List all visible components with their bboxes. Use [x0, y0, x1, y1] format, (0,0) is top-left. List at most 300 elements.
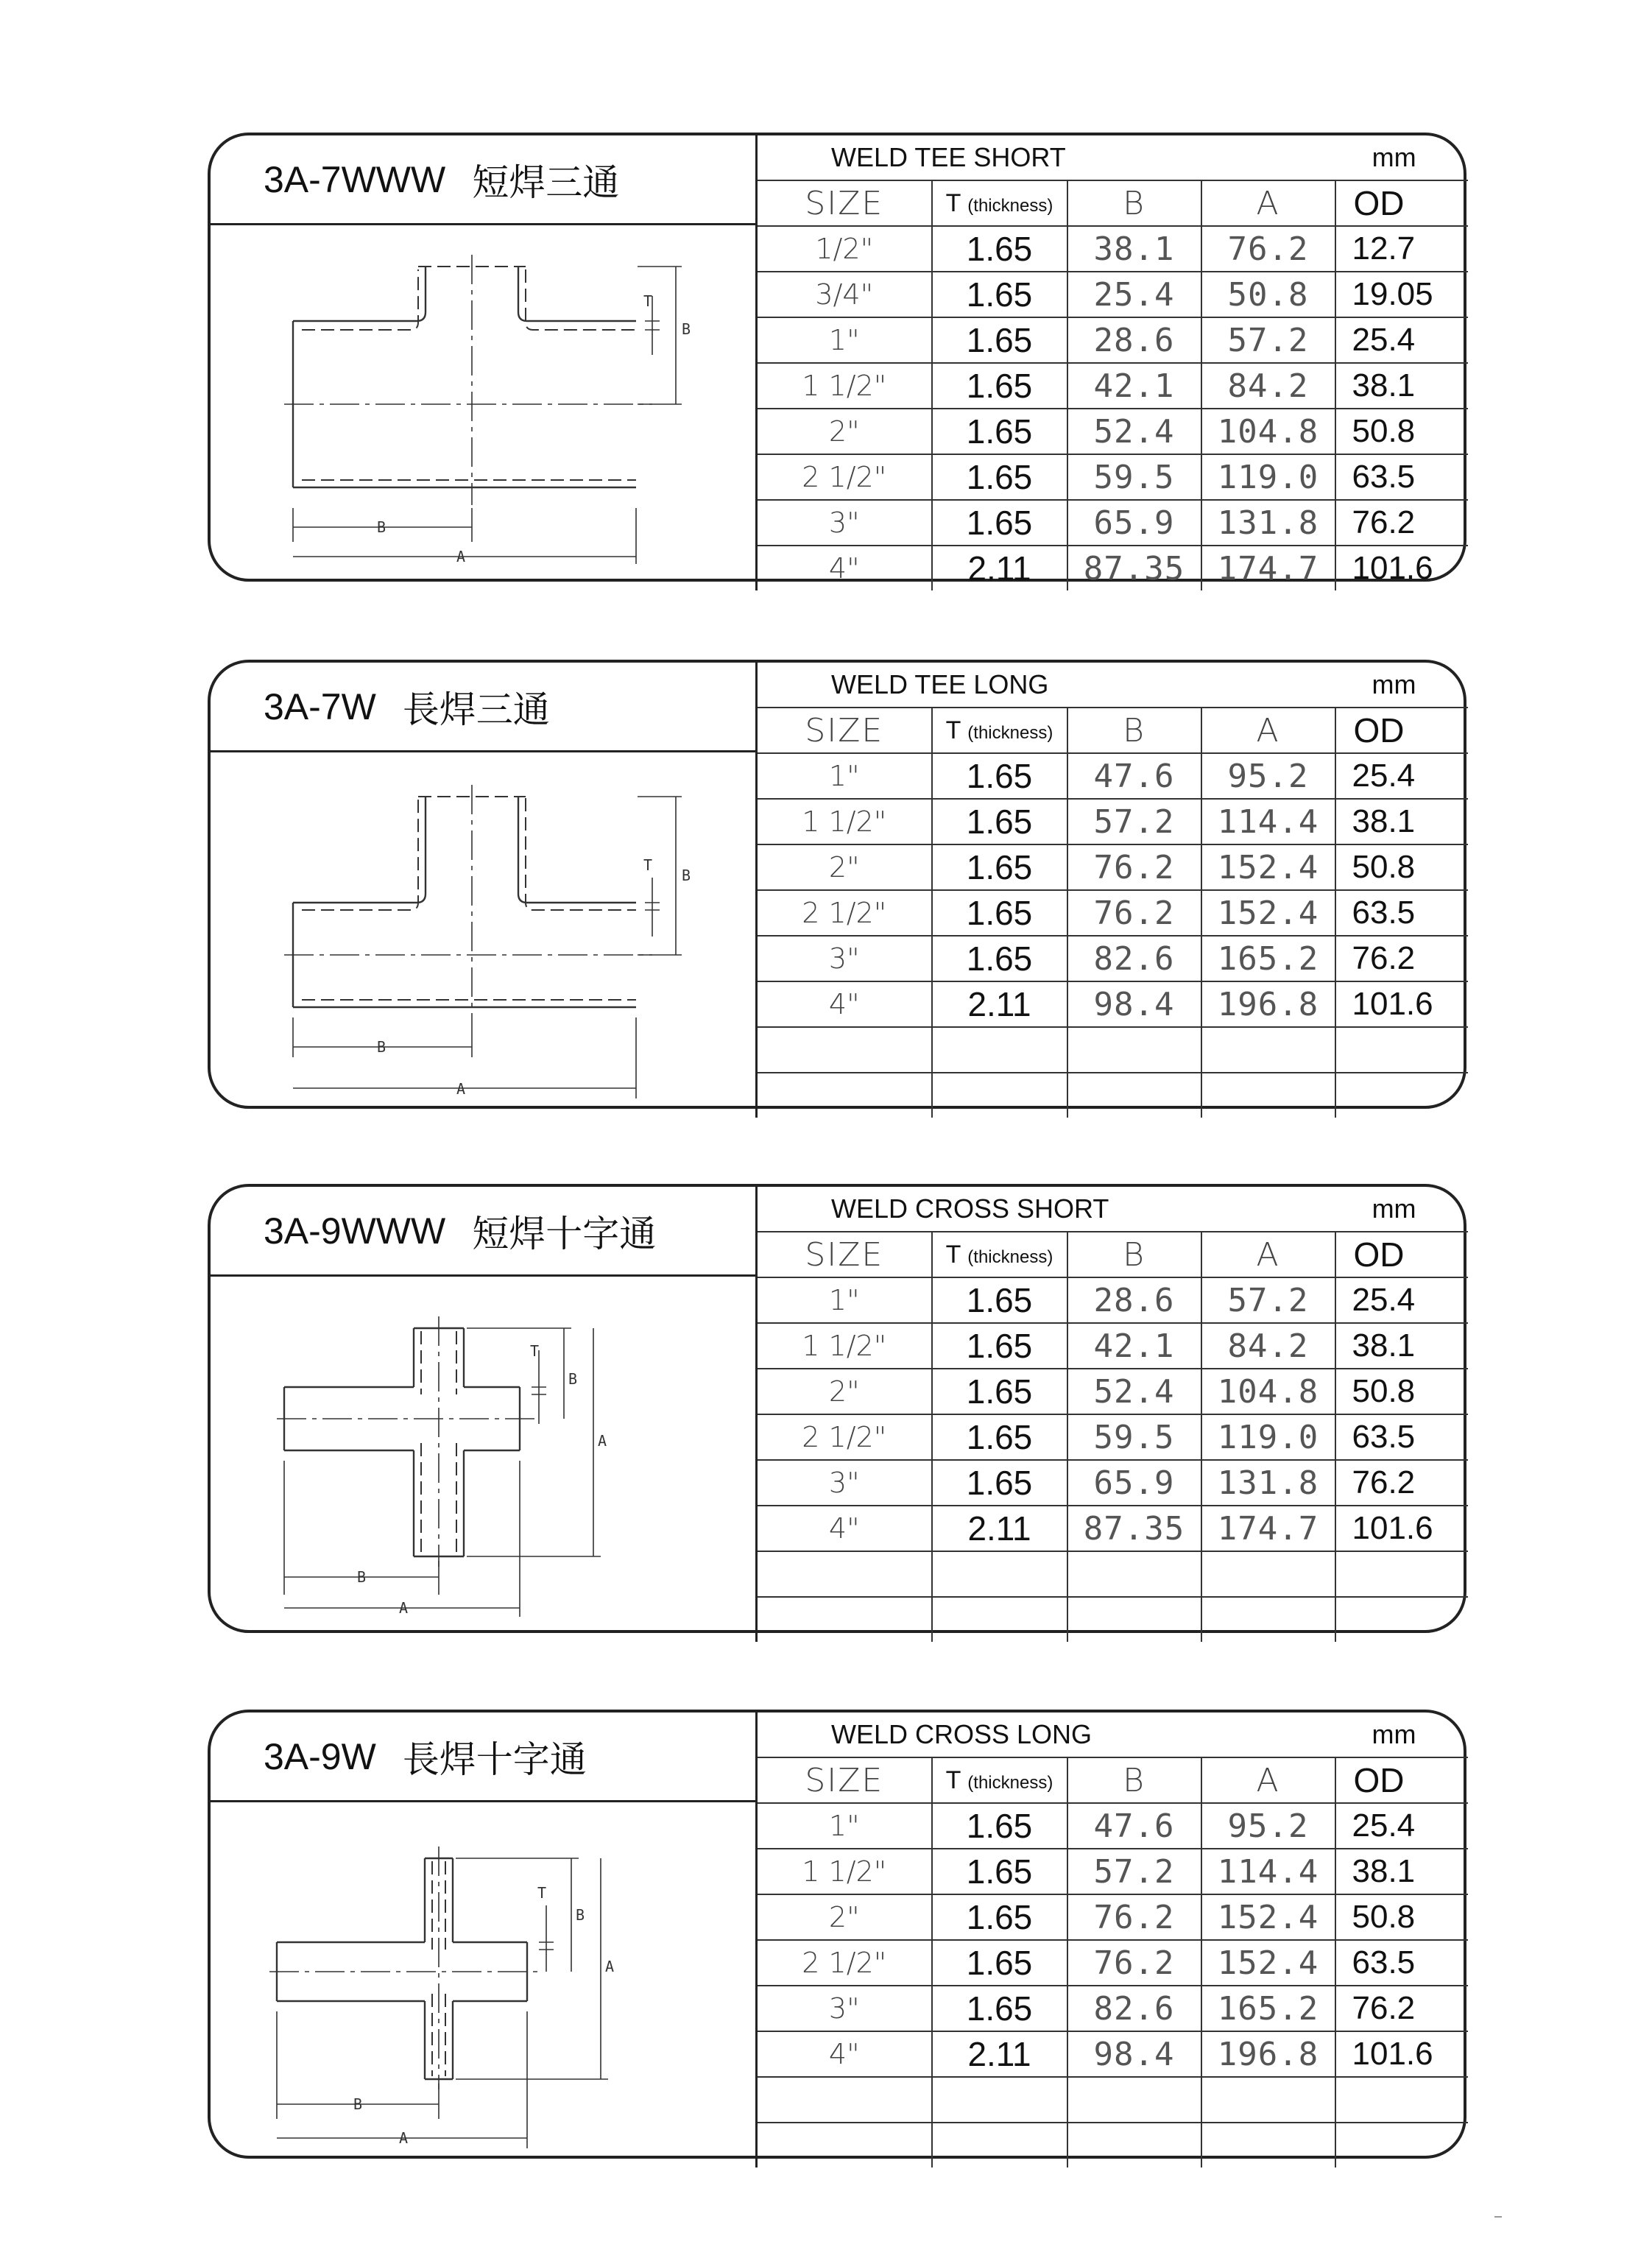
cell-b: 57.2: [1067, 1849, 1201, 1894]
cell-b: 52.4: [1067, 1369, 1201, 1414]
table-row: [757, 2077, 1468, 2123]
cell-b: 65.9: [1067, 500, 1201, 546]
cell-b: [1067, 1551, 1201, 1597]
svg-text:B: B: [357, 1568, 367, 1586]
cell-a: 84.2: [1201, 1323, 1335, 1369]
table-row: [757, 226, 1468, 272]
header-od: OD: [1335, 180, 1468, 226]
unit-label: mm: [1372, 1719, 1416, 1749]
cell-od: [1335, 1597, 1468, 1642]
svg-text:B: B: [353, 2095, 363, 2113]
table-header-row: [757, 708, 1468, 753]
cell-od: 38.1: [1335, 363, 1468, 409]
cell-od: 38.1: [1335, 1849, 1468, 1894]
cell-a: 57.2: [1201, 317, 1335, 363]
cell-a: [1201, 2077, 1335, 2123]
dimension-table: [755, 1712, 1468, 2167]
table-row: [757, 1369, 1468, 1414]
svg-text:A: A: [399, 2129, 409, 2147]
table-row: [757, 981, 1468, 1027]
cell-b: 82.6: [1067, 1986, 1201, 2031]
cell-b: 59.5: [1067, 1414, 1201, 1460]
product-card-3a-7www: [208, 133, 1466, 588]
table-row: [757, 409, 1468, 454]
dimension-b-vertical: [638, 267, 691, 404]
cell-a: 174.7: [1201, 546, 1335, 590]
cell-thickness: 1.65: [932, 799, 1067, 844]
header-thickness: [932, 708, 1067, 753]
table-row: [757, 454, 1468, 500]
cell-thickness: 2.11: [932, 546, 1067, 590]
cell-thickness: 1.65: [932, 1414, 1067, 1460]
cell-size: 1 1/2": [757, 799, 932, 844]
unit-label: mm: [1372, 669, 1416, 699]
cell-od: 50.8: [1335, 844, 1468, 890]
cell-thickness: 2.11: [932, 2031, 1067, 2077]
cell-thickness: [932, 1597, 1067, 1642]
model-header: [211, 135, 755, 225]
cell-od: 76.2: [1335, 500, 1468, 546]
tee-outline: [293, 267, 636, 487]
table-row: [757, 1551, 1468, 1597]
dimension-a-horizontal: [293, 508, 636, 565]
dimension-a-horizontal: [284, 1461, 520, 1617]
header-od: OD: [1335, 1757, 1468, 1803]
cell-a: 152.4: [1201, 890, 1335, 936]
cell-size: 3/4": [757, 272, 932, 317]
cell-od: [1335, 1027, 1468, 1073]
header-a: A: [1201, 1232, 1335, 1277]
cell-size: [757, 2077, 932, 2123]
cell-b: 47.6: [1067, 753, 1201, 799]
product-left-panel: [211, 135, 755, 579]
model-code: 3A-9W: [264, 1735, 376, 1777]
dimension-b-vertical: [456, 1858, 585, 1972]
table-header-row: [757, 1757, 1468, 1803]
cell-size: 1": [757, 1277, 932, 1323]
cell-b: 98.4: [1067, 981, 1201, 1027]
cell-size: 4": [757, 2031, 932, 2077]
cell-b: 87.35: [1067, 1506, 1201, 1551]
table-title-row: [757, 1187, 1468, 1232]
table-row: [757, 1803, 1468, 1849]
header-a: A: [1201, 180, 1335, 226]
cell-size: 1 1/2": [757, 363, 932, 409]
cell-thickness: [932, 2077, 1067, 2123]
header-a: A: [1201, 708, 1335, 753]
cell-size: 2 1/2": [757, 1940, 932, 1986]
dimension-a-horizontal: [293, 1017, 636, 1098]
header-t-note: (thickness): [967, 1246, 1053, 1267]
header-t-label: T: [945, 188, 961, 217]
model-name: 短焊三通: [472, 161, 620, 203]
cell-b: 76.2: [1067, 890, 1201, 936]
model-name: 長焊十字通: [402, 1738, 587, 1780]
cell-od: 50.8: [1335, 1894, 1468, 1940]
dimension-b-vertical: [638, 797, 691, 955]
cell-size: [757, 1551, 932, 1597]
header-thickness: [932, 180, 1067, 226]
header-b: B: [1067, 1757, 1201, 1803]
table-row: [757, 363, 1468, 409]
cell-thickness: 1.65: [932, 1986, 1067, 2031]
cell-a: [1201, 1027, 1335, 1073]
model-code: 3A-7WWW: [264, 158, 446, 200]
cell-thickness: 1.65: [932, 1940, 1067, 1986]
header-b: B: [1067, 1232, 1201, 1277]
cell-size: 1 1/2": [757, 1849, 932, 1894]
cell-od: 25.4: [1335, 317, 1468, 363]
cell-od: 63.5: [1335, 1940, 1468, 1986]
cell-od: 101.6: [1335, 981, 1468, 1027]
table-row: [757, 1506, 1468, 1551]
cell-od: 101.6: [1335, 2031, 1468, 2077]
header-t-note: (thickness): [967, 1772, 1053, 1793]
header-t-note: (thickness): [967, 722, 1053, 743]
cell-b: [1067, 1027, 1201, 1073]
table-header-row: [757, 1232, 1468, 1277]
cell-a: 165.2: [1201, 1986, 1335, 2031]
table-row: [757, 500, 1468, 546]
svg-text:T: T: [643, 292, 653, 310]
table-row: [757, 1986, 1468, 2031]
cell-size: 2": [757, 1894, 932, 1940]
cell-size: 4": [757, 981, 932, 1027]
cell-a: 131.8: [1201, 1460, 1335, 1506]
table-title-row: [757, 1712, 1468, 1757]
cell-b: 42.1: [1067, 363, 1201, 409]
dimension-b-horizontal: [277, 2011, 439, 2119]
dimension-a-vertical: [456, 1858, 614, 2079]
cell-b: 82.6: [1067, 936, 1201, 981]
svg-text:B: B: [377, 518, 386, 536]
cell-a: 114.4: [1201, 799, 1335, 844]
dimension-b-vertical: [467, 1328, 577, 1419]
table-row: [757, 1414, 1468, 1460]
header-a: A: [1201, 1757, 1335, 1803]
cell-b: 65.9: [1067, 1460, 1201, 1506]
cell-thickness: 1.65: [932, 317, 1067, 363]
dimension-table: [755, 1187, 1468, 1642]
header-t-label: T: [945, 716, 961, 744]
table-header-row: [757, 180, 1468, 226]
cell-size: 1": [757, 317, 932, 363]
cell-b: 87.35: [1067, 546, 1201, 590]
table-row: [757, 936, 1468, 981]
cell-b: 59.5: [1067, 454, 1201, 500]
cell-thickness: 1.65: [932, 1894, 1067, 1940]
cell-a: 76.2: [1201, 226, 1335, 272]
cell-od: [1335, 1551, 1468, 1597]
svg-text:T: T: [537, 1884, 547, 1902]
cell-od: 19.05: [1335, 272, 1468, 317]
fitting-diagram: [211, 1802, 755, 2159]
product-card-3a-9www: [208, 1184, 1466, 1633]
svg-text:B: B: [682, 867, 691, 884]
cell-a: 152.4: [1201, 844, 1335, 890]
table-row: [757, 1940, 1468, 1986]
cell-od: 38.1: [1335, 1323, 1468, 1369]
product-left-panel: [211, 1712, 755, 2156]
cell-a: 50.8: [1201, 272, 1335, 317]
model-name: 長焊三通: [402, 688, 550, 730]
table-row: [757, 1597, 1468, 1642]
cell-b: [1067, 2077, 1201, 2123]
dimension-t: [530, 1342, 546, 1424]
cell-thickness: 1.65: [932, 363, 1067, 409]
cell-b: 38.1: [1067, 226, 1201, 272]
cell-size: 3": [757, 1986, 932, 2031]
cell-od: 25.4: [1335, 1277, 1468, 1323]
cell-b: 28.6: [1067, 317, 1201, 363]
scan-mark: [1494, 2216, 1502, 2218]
table-row: [757, 799, 1468, 844]
header-t-label: T: [945, 1240, 961, 1269]
header-t-note: (thickness): [967, 195, 1053, 216]
table-title-row: [757, 135, 1468, 180]
cell-size: 1/2": [757, 226, 932, 272]
table-row: [757, 1027, 1468, 1073]
table-row: [757, 1277, 1468, 1323]
svg-text:B: B: [682, 320, 691, 338]
product-card-3a-7w: [208, 660, 1466, 1109]
cell-thickness: 2.11: [932, 981, 1067, 1027]
cell-od: [1335, 2077, 1468, 2123]
table-row: [757, 1073, 1468, 1118]
cell-od: 63.5: [1335, 890, 1468, 936]
cell-b: 42.1: [1067, 1323, 1201, 1369]
table-row: [757, 272, 1468, 317]
svg-text:A: A: [605, 1958, 615, 1975]
cell-a: 165.2: [1201, 936, 1335, 981]
cell-a: 196.8: [1201, 2031, 1335, 2077]
cell-od: 63.5: [1335, 454, 1468, 500]
cell-size: 2": [757, 1369, 932, 1414]
cell-b: [1067, 1597, 1201, 1642]
svg-text:T: T: [530, 1342, 540, 1360]
cell-size: 3": [757, 1460, 932, 1506]
cell-a: 174.7: [1201, 1506, 1335, 1551]
cell-thickness: 1.65: [932, 890, 1067, 936]
table-title: WELD CROSS LONG: [831, 1719, 1092, 1749]
cell-b: 76.2: [1067, 1940, 1201, 1986]
cell-b: 47.6: [1067, 1803, 1201, 1849]
model-header: [211, 1712, 755, 1802]
cell-thickness: 1.65: [932, 500, 1067, 546]
table-title: WELD CROSS SHORT: [831, 1193, 1109, 1224]
cell-a: 196.8: [1201, 981, 1335, 1027]
cell-b: 98.4: [1067, 2031, 1201, 2077]
cell-a: 95.2: [1201, 753, 1335, 799]
model-code: 3A-7W: [264, 685, 376, 727]
dimension-b-horizontal: [293, 1017, 472, 1057]
table-row: [757, 546, 1468, 590]
cell-thickness: 1.65: [932, 226, 1067, 272]
cell-thickness: 1.65: [932, 936, 1067, 981]
cross-outline: [284, 1328, 520, 1556]
cell-od: 50.8: [1335, 1369, 1468, 1414]
dimension-a-vertical: [467, 1328, 607, 1556]
tee-outline: [293, 797, 636, 1007]
header-size: SIZE: [757, 1232, 932, 1277]
cell-thickness: 1.65: [932, 1803, 1067, 1849]
dimension-b-horizontal: [293, 508, 472, 542]
cell-thickness: [932, 1073, 1067, 1118]
model-header: [211, 663, 755, 752]
cell-thickness: [932, 1027, 1067, 1073]
cell-a: [1201, 1597, 1335, 1642]
tee-diagram-svg: [211, 752, 755, 1109]
dimension-t: [537, 1884, 554, 1972]
header-od: OD: [1335, 1232, 1468, 1277]
cell-size: 2 1/2": [757, 1414, 932, 1460]
fitting-diagram: [211, 752, 755, 1109]
cell-b: 25.4: [1067, 272, 1201, 317]
table-row: [757, 1323, 1468, 1369]
cell-thickness: 1.65: [932, 454, 1067, 500]
header-t-label: T: [945, 1766, 961, 1794]
dimension-t: [643, 292, 660, 355]
cell-b: [1067, 2123, 1201, 2167]
cell-b: 57.2: [1067, 799, 1201, 844]
unit-label: mm: [1372, 142, 1416, 172]
cell-od: 101.6: [1335, 1506, 1468, 1551]
table-row: [757, 2123, 1468, 2167]
cell-size: 3": [757, 500, 932, 546]
unit-label: mm: [1372, 1193, 1416, 1224]
dimension-b-horizontal: [284, 1461, 439, 1595]
table-title: WELD TEE SHORT: [831, 142, 1066, 172]
cell-thickness: 1.65: [932, 1369, 1067, 1414]
cell-size: 2 1/2": [757, 454, 932, 500]
table-row: [757, 2031, 1468, 2077]
cell-size: [757, 1073, 932, 1118]
cell-a: 152.4: [1201, 1894, 1335, 1940]
cross-diagram-svg: [211, 1802, 755, 2159]
cell-a: [1201, 1551, 1335, 1597]
cell-thickness: [932, 2123, 1067, 2167]
table-row: [757, 1894, 1468, 1940]
table-row: [757, 317, 1468, 363]
svg-text:A: A: [598, 1432, 607, 1450]
svg-text:B: B: [377, 1038, 386, 1056]
model-header: [211, 1187, 755, 1277]
cell-od: 76.2: [1335, 1460, 1468, 1506]
cell-od: 76.2: [1335, 936, 1468, 981]
cell-b: 76.2: [1067, 844, 1201, 890]
product-left-panel: [211, 1187, 755, 1630]
cell-size: 4": [757, 546, 932, 590]
dimension-table: [755, 135, 1468, 590]
cell-size: 2": [757, 409, 932, 454]
cross-outline: [277, 1858, 527, 2079]
product-left-panel: [211, 663, 755, 1106]
fitting-diagram: [211, 225, 755, 582]
cell-size: 1": [757, 1803, 932, 1849]
cell-thickness: 1.65: [932, 272, 1067, 317]
svg-text:T: T: [643, 856, 653, 874]
cell-a: 104.8: [1201, 409, 1335, 454]
cell-size: 3": [757, 936, 932, 981]
cell-a: [1201, 2123, 1335, 2167]
header-size: SIZE: [757, 180, 932, 226]
svg-text:A: A: [456, 548, 466, 565]
cell-a: 95.2: [1201, 1803, 1335, 1849]
cell-a: 104.8: [1201, 1369, 1335, 1414]
cell-a: [1201, 1073, 1335, 1118]
table-row: [757, 1460, 1468, 1506]
svg-text:A: A: [399, 1599, 409, 1617]
tee-diagram-svg: [211, 225, 755, 582]
cell-a: 152.4: [1201, 1940, 1335, 1986]
cell-thickness: 1.65: [932, 753, 1067, 799]
cell-thickness: 1.65: [932, 1277, 1067, 1323]
cell-b: 52.4: [1067, 409, 1201, 454]
dimension-a-horizontal: [277, 2011, 527, 2148]
cell-thickness: 2.11: [932, 1506, 1067, 1551]
header-b: B: [1067, 708, 1201, 753]
cell-a: 57.2: [1201, 1277, 1335, 1323]
cell-size: 2": [757, 844, 932, 890]
model-code: 3A-9WWW: [264, 1210, 446, 1252]
cell-size: 4": [757, 1506, 932, 1551]
cell-od: 12.7: [1335, 226, 1468, 272]
cell-size: [757, 2123, 932, 2167]
cell-size: 1 1/2": [757, 1323, 932, 1369]
svg-text:A: A: [456, 1080, 466, 1098]
cell-thickness: 1.65: [932, 409, 1067, 454]
cell-od: 101.6: [1335, 546, 1468, 590]
table-title: WELD TEE LONG: [831, 669, 1049, 699]
dimension-t: [643, 856, 660, 937]
cell-thickness: 1.65: [932, 844, 1067, 890]
svg-text:B: B: [576, 1906, 585, 1924]
table-row: [757, 844, 1468, 890]
cell-od: [1335, 2123, 1468, 2167]
cell-a: 119.0: [1201, 454, 1335, 500]
table-title-row: [757, 663, 1468, 708]
cell-od: 63.5: [1335, 1414, 1468, 1460]
cell-size: [757, 1597, 932, 1642]
cell-a: 114.4: [1201, 1849, 1335, 1894]
cell-od: 25.4: [1335, 753, 1468, 799]
cell-b: 28.6: [1067, 1277, 1201, 1323]
fitting-diagram: [211, 1277, 755, 1633]
svg-text:B: B: [568, 1370, 578, 1388]
cell-size: 1": [757, 753, 932, 799]
cell-a: 84.2: [1201, 363, 1335, 409]
cell-od: 76.2: [1335, 1986, 1468, 2031]
cell-thickness: [932, 1551, 1067, 1597]
cell-thickness: 1.65: [932, 1849, 1067, 1894]
header-size: SIZE: [757, 1757, 932, 1803]
header-thickness: [932, 1757, 1067, 1803]
table-row: [757, 890, 1468, 936]
header-size: SIZE: [757, 708, 932, 753]
cell-size: [757, 1027, 932, 1073]
product-card-3a-9w: [208, 1710, 1466, 2159]
table-row: [757, 753, 1468, 799]
cell-od: 50.8: [1335, 409, 1468, 454]
cell-od: 38.1: [1335, 799, 1468, 844]
model-name: 短焊十字通: [472, 1213, 657, 1255]
cell-a: 119.0: [1201, 1414, 1335, 1460]
header-thickness: [932, 1232, 1067, 1277]
cross-diagram-svg: [211, 1277, 755, 1633]
cell-od: 25.4: [1335, 1803, 1468, 1849]
header-b: B: [1067, 180, 1201, 226]
cell-thickness: 1.65: [932, 1323, 1067, 1369]
